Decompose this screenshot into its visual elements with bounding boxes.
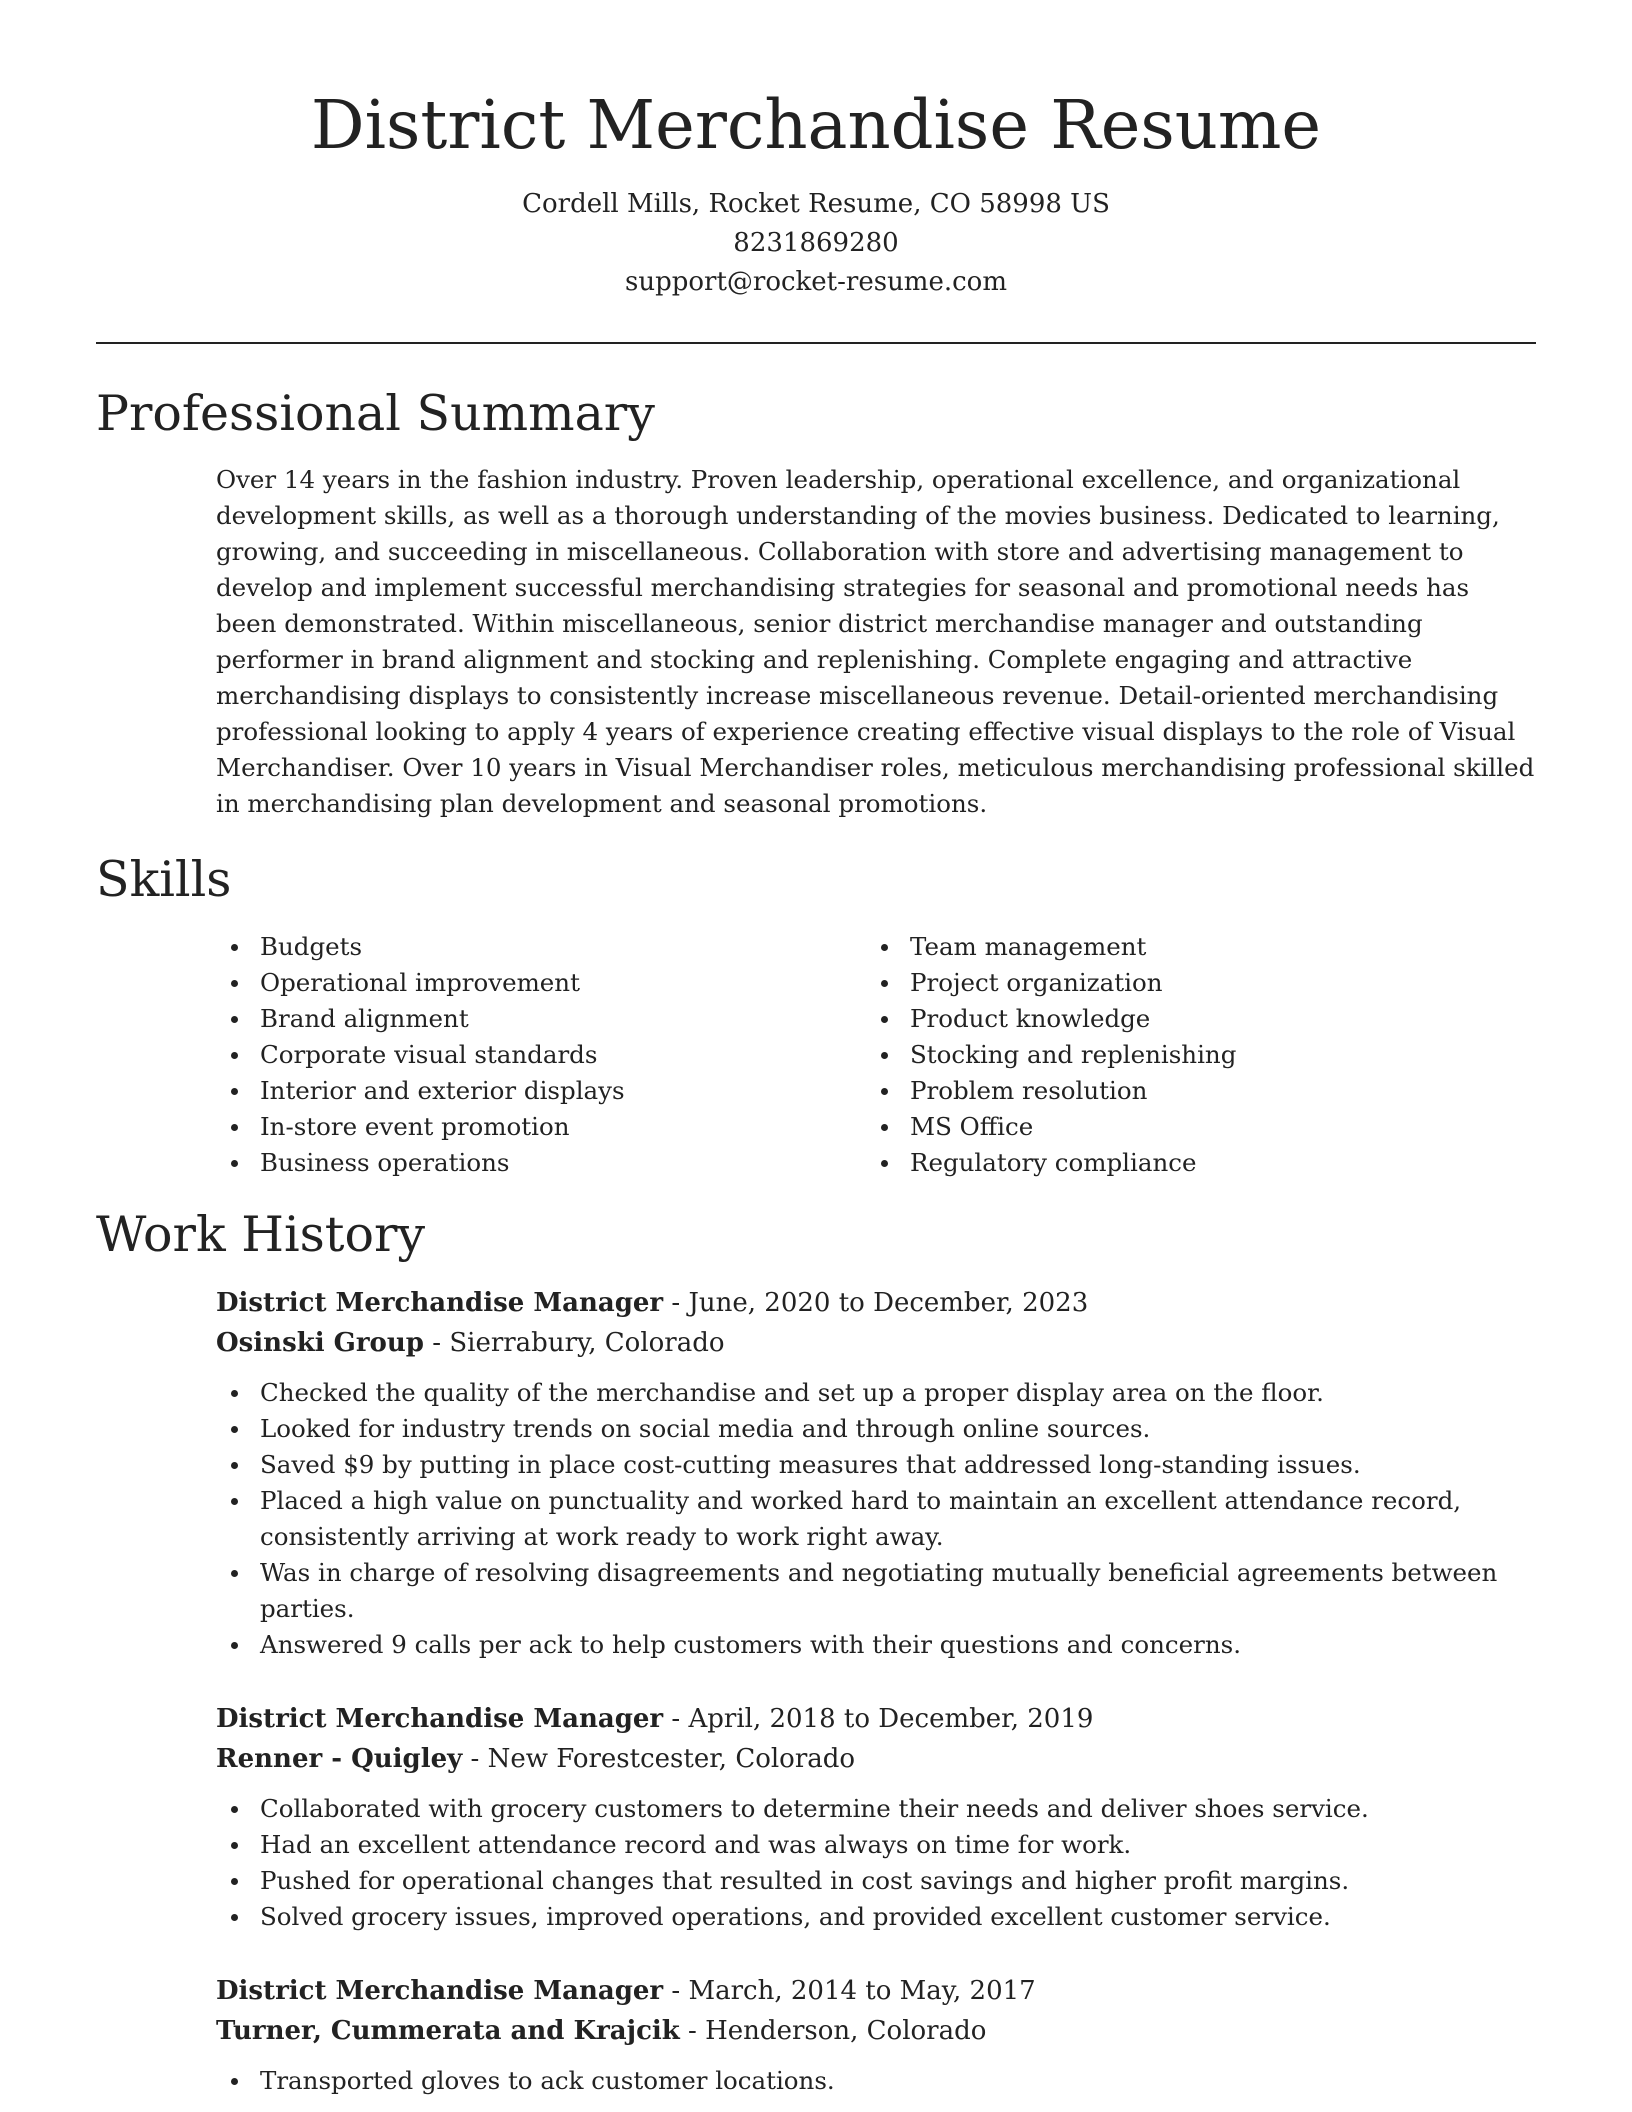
skill-item: MS Office (866, 1109, 1426, 1145)
skills-list-right (866, 929, 1426, 1181)
job-duty: Solved grocery issues, improved operations, and provided excellent customer service. (216, 1899, 1500, 1935)
skill-item: Corporate visual standards (216, 1037, 776, 1073)
header-divider (96, 342, 1536, 344)
job-title: District Merchandise Manager (216, 1288, 664, 1318)
skills-heading: Skills (96, 851, 232, 908)
job-duty: Checked the quality of the merchandise and set up a proper display area on the floor. (216, 1375, 1500, 1411)
job-entry (216, 1699, 1536, 1935)
skill-item: Regulatory compliance (866, 1145, 1426, 1181)
job-company-line: Renner - Quigley - New Forestcester, Colorado (216, 1744, 856, 1774)
job-entry (216, 1283, 1536, 1663)
skill-item: Project organization (866, 965, 1426, 1001)
job-duty: Pushed for operational changes that resulted in cost savings and higher profit margins. (216, 1863, 1500, 1899)
job-title: District Merchandise Manager (216, 1704, 664, 1734)
job-duty: Placed a high value on punctuality and worked hard to maintain an excellent attendance record, consistently arriving at work ready to work right away. (216, 1483, 1500, 1555)
job-dates: June, 2020 to December, 2023 (688, 1288, 1089, 1318)
contact-block (0, 185, 1632, 302)
job-duty: Transported gloves to ack customer locations. (216, 2063, 1500, 2099)
job-company-line: Osinski Group - Sierrabury, Colorado (216, 1328, 725, 1358)
job-duty: Had an excellent attendance record and was always on time for work. (216, 1827, 1500, 1863)
skill-item: Brand alignment (216, 1001, 776, 1037)
skill-item: Operational improvement (216, 965, 776, 1001)
job-location: Sierrabury, Colorado (449, 1328, 725, 1358)
job-location: New Forestcester, Colorado (487, 1744, 856, 1774)
job-entry (216, 1971, 1536, 2099)
skill-item: In-store event promotion (216, 1109, 776, 1145)
job-title-line: District Merchandise Manager - April, 2018 to December, 2019 (216, 1704, 1094, 1734)
job-duty: Collaborated with grocery customers to determine their needs and deliver shoes service. (216, 1791, 1500, 1827)
resume-title: District Merchandise Resume (310, 86, 1322, 164)
summary-text: Over 14 years in the fashion industry. Proven leadership, operational excellence, and organizational development skills, as well as a thorough understanding of the movies business. Dedicated to learning, growing, and succeeding in miscellaneous. Collaboration with store and advertising management to develop and implement successful merchandising strategies for seasonal and promotional needs has been demonstrated. Within miscellaneous, senior district merchandise manager and outstanding performer in brand alignment and stocking and replenishing. Complete engaging and attractive merchandising displays to consistently increase miscellaneous revenue. Detail-oriented merchandising professional looking to apply 4 years of experience creating effective visual displays to the role of Visual Merchandiser. Over 10 years in Visual Merchandiser roles, meticulous merchandising professional skilled in merchandising plan development and seasonal promotions. (216, 465, 1535, 818)
job-title-line: District Merchandise Manager - March, 2014 to May, 2017 (216, 1976, 1036, 2006)
job-duties-list (216, 2063, 1536, 2099)
summary-heading: Professional Summary (96, 385, 655, 442)
resume-header (0, 80, 1632, 302)
job-duties-list (216, 1791, 1536, 1935)
job-title: District Merchandise Manager (216, 1976, 664, 2006)
contact-email: support@rocket-resume.com (624, 267, 1007, 297)
skill-item: Product knowledge (866, 1001, 1426, 1037)
job-duty: Answered 9 calls per ack to help customers with their questions and concerns. (216, 1627, 1500, 1663)
contact-phone: 8231869280 (733, 228, 899, 258)
job-company: Renner - Quigley (216, 1744, 463, 1774)
skill-item: Stocking and replenishing (866, 1037, 1426, 1073)
job-duty: Saved $9 by putting in place cost-cutting measures that addressed long-standing issues. (216, 1447, 1500, 1483)
contact-address: Cordell Mills, Rocket Resume, CO 58998 US (522, 189, 1110, 219)
job-company: Turner, Cummerata and Krajcik (216, 2016, 680, 2046)
job-company-line: Turner, Cummerata and Krajcik - Henderson, Colorado (216, 2016, 987, 2046)
skill-item: Team management (866, 929, 1426, 965)
skills-list-left (216, 929, 776, 1181)
job-duty: Was in charge of resolving disagreements and negotiating mutually beneficial agreements between parties. (216, 1555, 1500, 1627)
work-history-heading: Work History (96, 1206, 426, 1263)
job-dates: March, 2014 to May, 2017 (688, 1976, 1036, 2006)
job-dates: April, 2018 to December, 2019 (688, 1704, 1094, 1734)
job-company: Osinski Group (216, 1328, 424, 1358)
job-duty: Looked for industry trends on social media and through online sources. (216, 1411, 1500, 1447)
job-location: Henderson, Colorado (705, 2016, 987, 2046)
skill-item: Problem resolution (866, 1073, 1426, 1109)
skill-item: Business operations (216, 1145, 776, 1181)
job-title-line: District Merchandise Manager - June, 2020 to December, 2023 (216, 1288, 1089, 1318)
skill-item: Interior and exterior displays (216, 1073, 776, 1109)
job-duties-list (216, 1375, 1536, 1663)
skill-item: Budgets (216, 929, 776, 965)
